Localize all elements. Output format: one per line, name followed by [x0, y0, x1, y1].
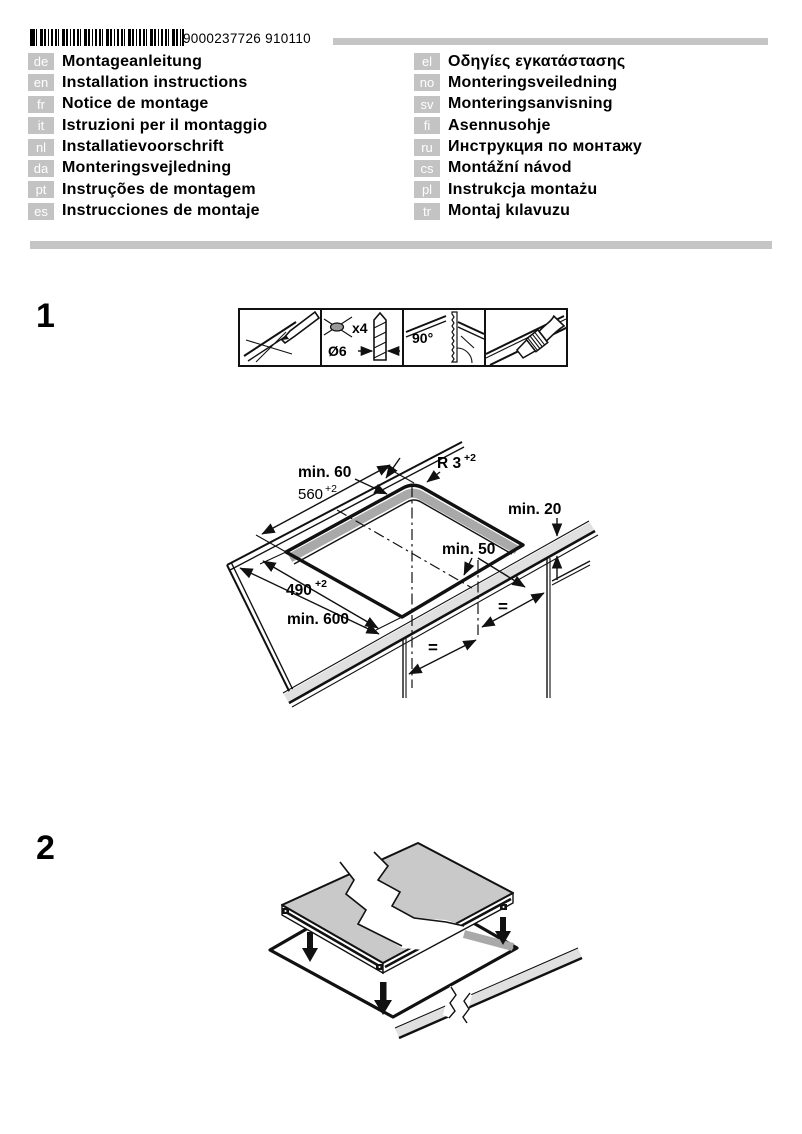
language-label: Montážní návod: [448, 159, 572, 177]
tools-pictogram-strip: [238, 308, 568, 367]
down-arrow: [374, 982, 392, 1015]
dim-depth-tolerance: +2: [315, 578, 327, 590]
dim-width-tolerance: +2: [325, 483, 337, 495]
dim-min-20: min. 20: [508, 501, 562, 518]
language-label: Инструкция по монтажу: [448, 138, 642, 156]
dim-corner-radius-tolerance: +2: [464, 452, 476, 464]
drill-diameter-label: Ø6: [328, 343, 347, 359]
language-row: [28, 53, 267, 70]
down-arrow: [302, 932, 318, 962]
language-row: [28, 96, 267, 113]
language-row: [28, 181, 267, 198]
language-code-badge: pt: [28, 181, 54, 198]
language-label: Installatievoorschrift: [62, 138, 224, 156]
brush-icon: [486, 310, 566, 365]
language-row: [414, 160, 642, 177]
language-list-left: [28, 53, 267, 220]
cut-angle-label: 90°: [412, 330, 434, 346]
language-code-badge: tr: [414, 203, 440, 220]
equal-spacing-right: =: [498, 597, 508, 616]
language-label: Istruzioni per il montaggio: [62, 116, 268, 134]
language-row: [28, 160, 267, 177]
language-row: [414, 117, 642, 134]
language-label: Instrukcja montażu: [448, 180, 598, 198]
drill-count-label: x4: [352, 320, 368, 336]
pictogram-marking: [240, 310, 320, 365]
language-code-badge: cs: [414, 160, 440, 177]
worktop-break: [443, 986, 472, 1024]
language-label: Installation instructions: [62, 73, 248, 91]
language-row: [414, 139, 642, 156]
language-row: [28, 117, 267, 134]
language-row: [28, 139, 267, 156]
pictogram-sealing: [484, 310, 566, 365]
language-label: Monteringsanvisning: [448, 95, 613, 113]
language-label: Instruções de montagem: [62, 180, 256, 198]
worktop-left-edge: [227, 565, 290, 693]
equal-spacing-left: =: [428, 638, 438, 657]
language-code-badge: en: [28, 74, 54, 91]
language-code-badge: da: [28, 160, 54, 177]
language-row: [414, 181, 642, 198]
language-label: Instrucciones de montaje: [62, 202, 260, 220]
header-divider-bar: [333, 38, 768, 45]
language-label: Montageanleitung: [62, 52, 203, 70]
dim-depth-490: 490: [286, 582, 312, 599]
language-code-badge: no: [414, 74, 440, 91]
dim-min-60: min. 60: [298, 464, 352, 481]
barcode: [30, 29, 184, 46]
hob-insertion-illustration: [250, 840, 585, 1065]
dim-width-560: 560: [298, 486, 324, 503]
language-label: Monteringsveiledning: [448, 73, 618, 91]
language-row: [28, 203, 267, 220]
language-code-badge: de: [28, 53, 54, 70]
drill-icon: [322, 310, 402, 365]
language-label: Notice de montage: [62, 95, 209, 113]
language-code-badge: sv: [414, 96, 440, 113]
language-row: [414, 203, 642, 220]
language-label: Οδηγίες εγκατάστασης: [448, 52, 626, 70]
barcode-number: 9000237726 910110: [183, 31, 311, 46]
cutout-dimension-diagram: [200, 430, 600, 730]
dim-min-50: min. 50: [442, 541, 496, 558]
step-1-number: 1: [36, 297, 55, 335]
language-row: [414, 74, 642, 91]
language-code-badge: el: [414, 53, 440, 70]
language-code-badge: it: [28, 117, 54, 134]
saw-icon: [404, 310, 484, 365]
language-code-badge: fi: [414, 117, 440, 134]
dim-min-600: min. 600: [287, 611, 350, 628]
language-code-badge: nl: [28, 139, 54, 156]
language-code-badge: es: [28, 203, 54, 220]
language-row: [28, 74, 267, 91]
language-label: Asennusohje: [448, 116, 551, 134]
language-code-badge: pl: [414, 181, 440, 198]
language-code-badge: ru: [414, 139, 440, 156]
language-row: [414, 53, 642, 70]
language-list-right: [414, 53, 642, 220]
language-code-badge: fr: [28, 96, 54, 113]
pictogram-sawing: [402, 310, 484, 365]
pencil-icon: [240, 310, 320, 365]
language-label: Montaj kılavuzu: [448, 202, 571, 220]
section-divider-bar: [30, 241, 772, 249]
step-2-number: 2: [36, 829, 55, 867]
language-label: Monteringsvejledning: [62, 159, 232, 177]
dim-corner-radius: R 3: [437, 455, 462, 472]
language-row: [414, 96, 642, 113]
pictogram-drilling: [320, 310, 402, 365]
